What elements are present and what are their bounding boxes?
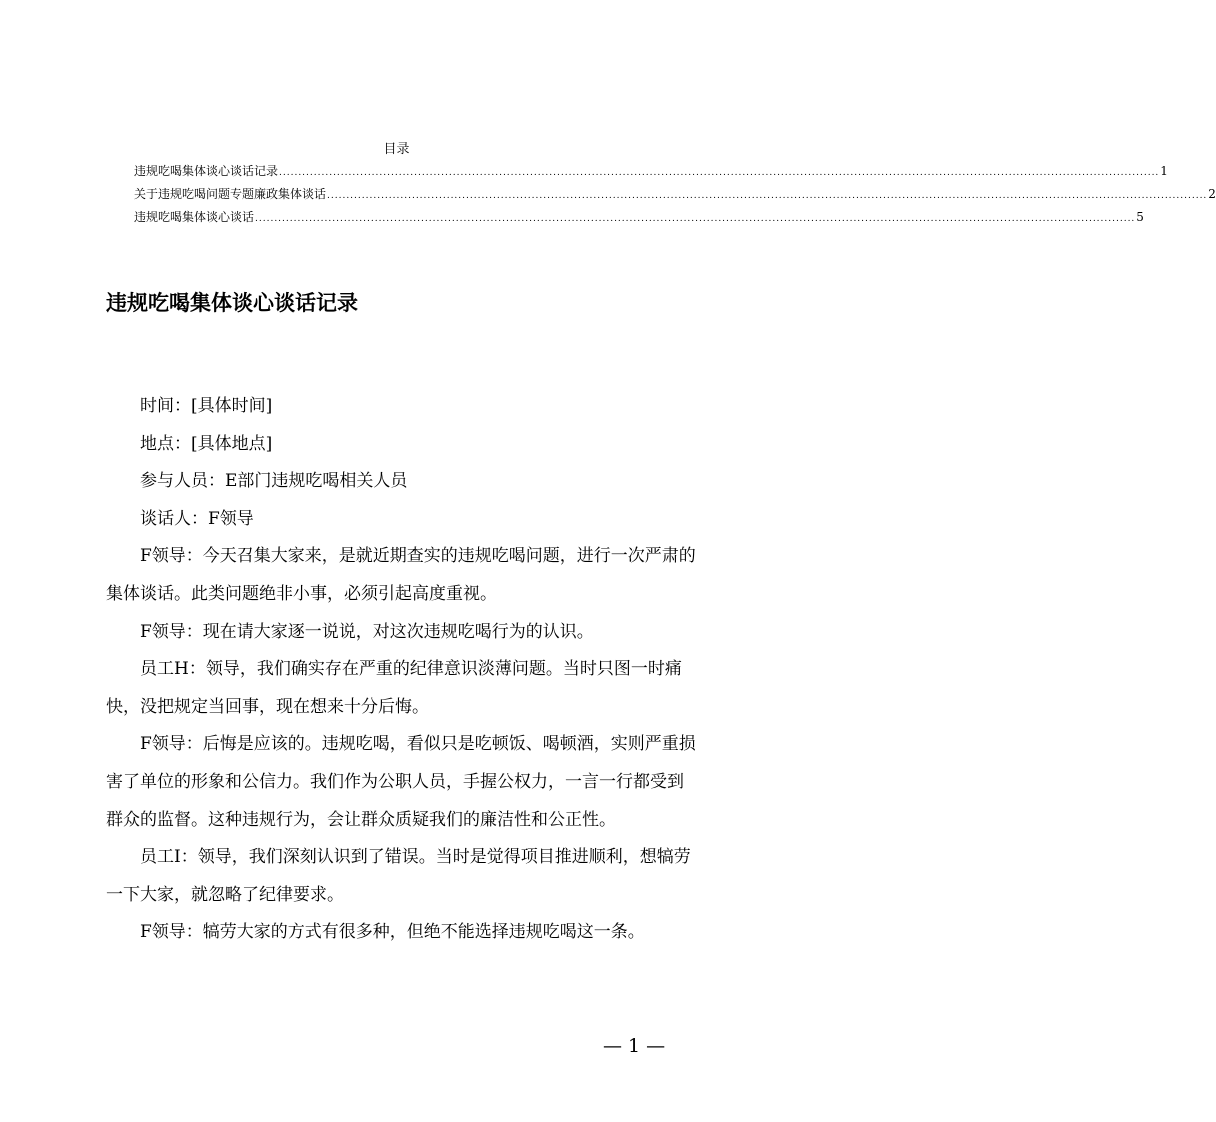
toc-entry-page: 2 [1208,187,1216,201]
toc-entry[interactable] [134,187,1216,201]
meta-time: 时间：[具体时间] [140,396,273,416]
body-paragraph: 员工H：领导，我们确实存在严重的纪律意识淡薄问题。当时只图一时痛快，没把规定当回事，现在想来十分后悔。 [106,659,682,717]
toc-leader-dots: .................................................................................................................................................................................................................................... [255,214,1136,224]
document-title: 违规吃喝集体谈心谈话记录 [106,291,358,315]
toc-leader-dots: .................................................................................................................................................................................................................................... [279,168,1160,178]
table-of-contents [134,164,1216,233]
body-paragraph: F领导：犒劳大家的方式有很多种，但绝不能选择违规吃喝这一条。 [140,922,645,943]
toc-entry[interactable] [134,164,1168,178]
body-paragraph: 员工I：领导，我们深刻认识到了错误。当时是觉得项目推进顺利，想犒劳一下大家，就忽略了纪律要求。 [106,847,691,905]
toc-entry-text: 违规吃喝集体谈心谈话 [134,210,255,224]
body-paragraph: F领导：后悔是应该的。违规吃喝，看似只是吃顿饭、喝顿酒，实则严重损害了单位的形象和公信力。我们作为公职人员，手握公权力，一言一行都受到群众的监督。这种违规行为，会让群众质疑我们的廉洁性和公正性。 [106,734,696,830]
toc-entry-page: 5 [1136,210,1144,224]
toc-entry-text: 关于违规吃喝问题专题廉政集体谈话 [134,187,327,201]
toc-entry[interactable] [134,210,1144,224]
body-paragraph: F领导：现在请大家逐一说说，对这次违规吃喝行为的认识。 [140,621,594,642]
meta-interviewer: 谈话人：F领导 [140,508,254,529]
toc-entry-page: 1 [1160,164,1168,178]
page-number: — 1 — [603,1035,666,1057]
toc-title: 目录 [383,142,410,157]
toc-leader-dots: .................................................................................................................................................................................................................................... [327,191,1208,201]
document-body [106,388,696,952]
meta-location: 地点：[具体地点] [140,433,273,454]
toc-entry-text: 违规吃喝集体谈心谈话记录 [134,164,279,178]
body-paragraph: F领导：今天召集大家来，是就近期查实的违规吃喝问题，进行一次严肃的集体谈话。此类问题绝非小事，必须引起高度重视。 [106,546,696,604]
meta-participants: 参与人员：E部门违规吃喝相关人员 [140,471,408,492]
